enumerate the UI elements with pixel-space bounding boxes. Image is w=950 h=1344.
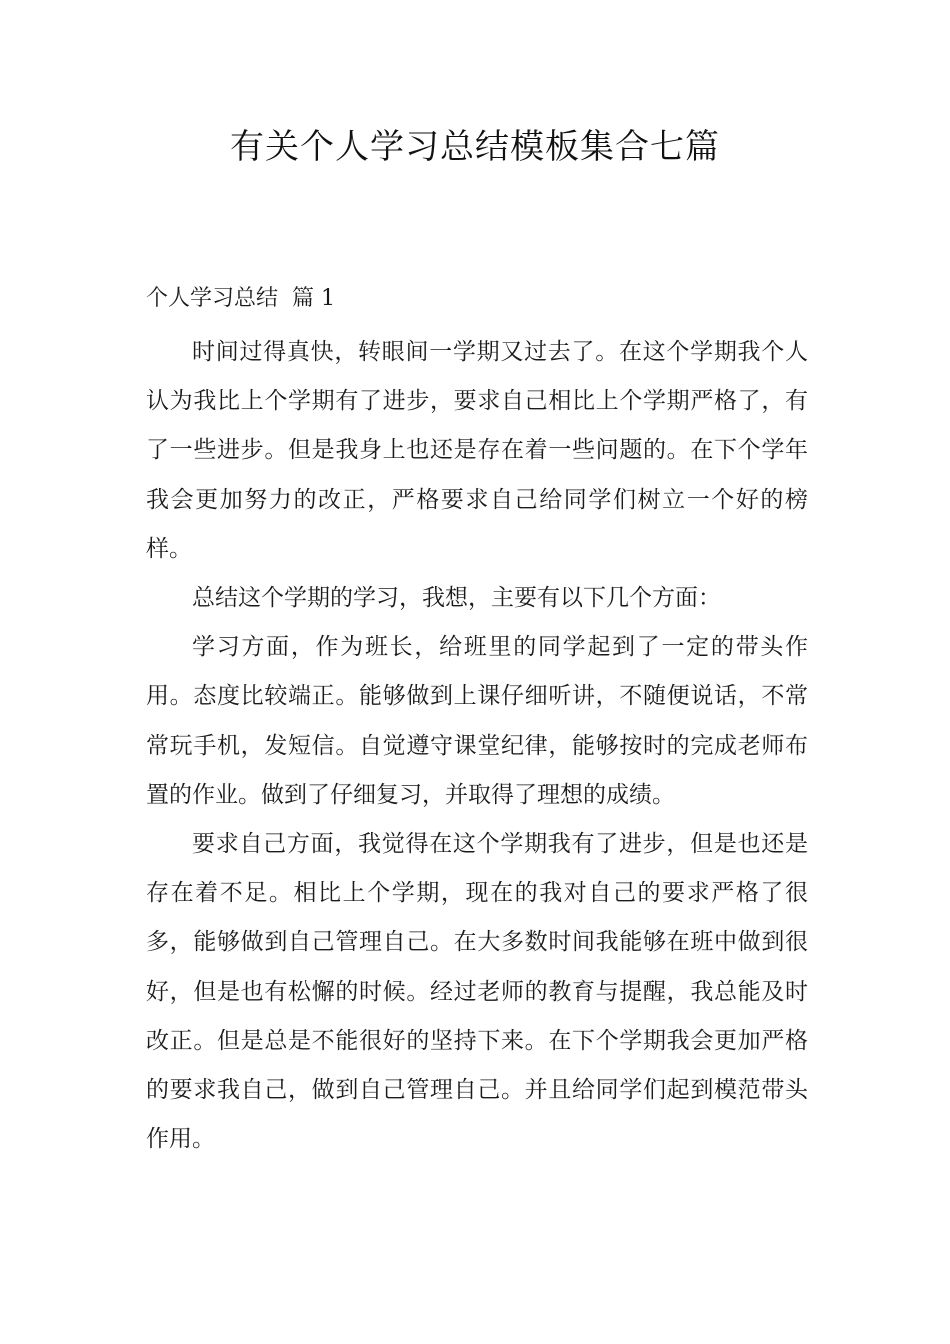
paragraph-2: 总结这个学期的学习，我想，主要有以下几个方面： <box>192 585 721 612</box>
section-heading: 个人学习总结 篇 1 <box>146 286 335 311</box>
paragraph-4: 要求自己方面，我觉得在这个学期我有了进步，但是也还是存在着不足。相比上个学期，现在的我对自己的要求严格了很多，能够做到自己管理自己。在大多数时间我能够在班中做到很好，但是也有松懈的时候。经过老师的教育与提醒，我总能及时改正。但是总是不能很好的坚持下来。在下个学期我会更加严格的要求我自己，做到自己管理自己。并且给同学们起到模范带头作用。 <box>146 831 808 1153</box>
paragraph-1: 时间过得真快，转眼间一学期又过去了。在这个学期我个人认为我比上个学期有了进步，要求自己相比上个学期严格了，有了一些进步。但是我身上也还是存在着一些问题的。在下个学年我会更加努力的改正，严格要求自己给同学们树立一个好的榜样。 <box>146 339 808 562</box>
paragraph-3: 学习方面，作为班长，给班里的同学起到了一定的带头作用。态度比较端正。能够做到上课仔细听讲，不随便说话，不常常玩手机，发短信。自觉遵守课堂纪律，能够按时的完成老师布置的作业。做到了仔细复习，并取得了理想的成绩。 <box>146 634 808 808</box>
document-title: 有关个人学习总结模板集合七篇 <box>230 127 720 167</box>
document-body <box>146 328 808 1164</box>
